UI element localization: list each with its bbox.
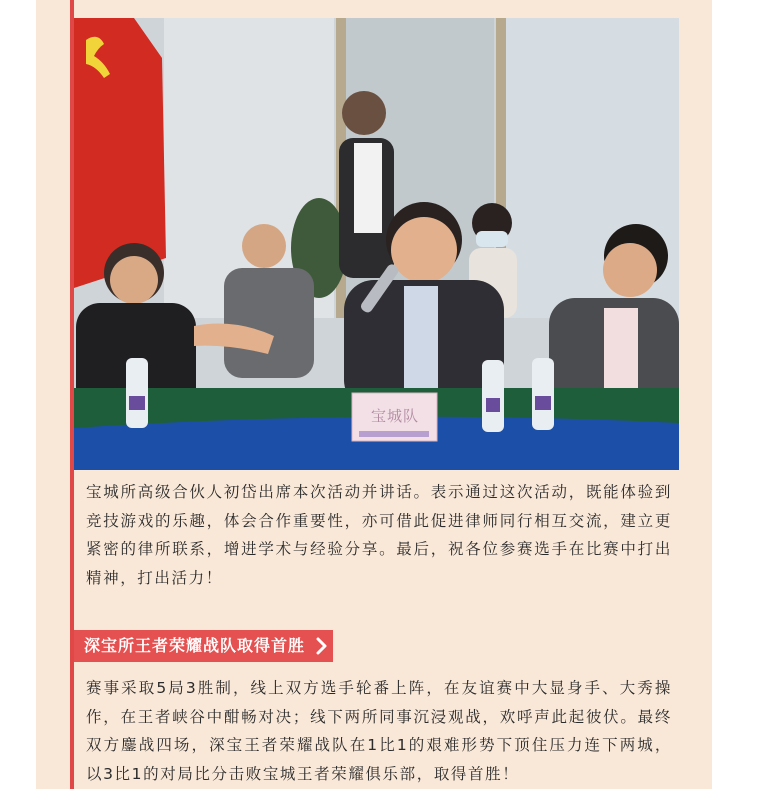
section-heading-title: 深宝所王者荣耀战队取得首胜 [74, 630, 311, 662]
paragraph-speech: 宝城所高级合伙人初岱出席本次活动并讲话。表示通过这次活动，既能体验到竞技游戏的乐趣，体会合作重要性，亦可借此促进律师同行相互交流，建立更紧密的律所联系，增进学术与经验分享。最后，祝各位参赛选手在比赛中打出精神，打出活力！ [86, 483, 672, 587]
paragraph-match-result: 赛事采取5局3胜制，线上双方选手轮番上阵，在友谊赛中大显身手、大秀操作，在王者峡谷中酣畅对决；线下两所同事沉浸观战，欢呼声此起彼伏。最终双方鏖战四场，深宝王者荣耀战队在1比1的艰难形势下顶住压力连下两城，以3比1的对局比分击败宝城王者荣耀俱乐部，取得首胜！ [86, 679, 672, 783]
table-sign: 宝城队 [370, 407, 419, 425]
section-heading [74, 630, 333, 662]
event-photo [74, 18, 679, 470]
chevron-right-icon [311, 630, 333, 662]
